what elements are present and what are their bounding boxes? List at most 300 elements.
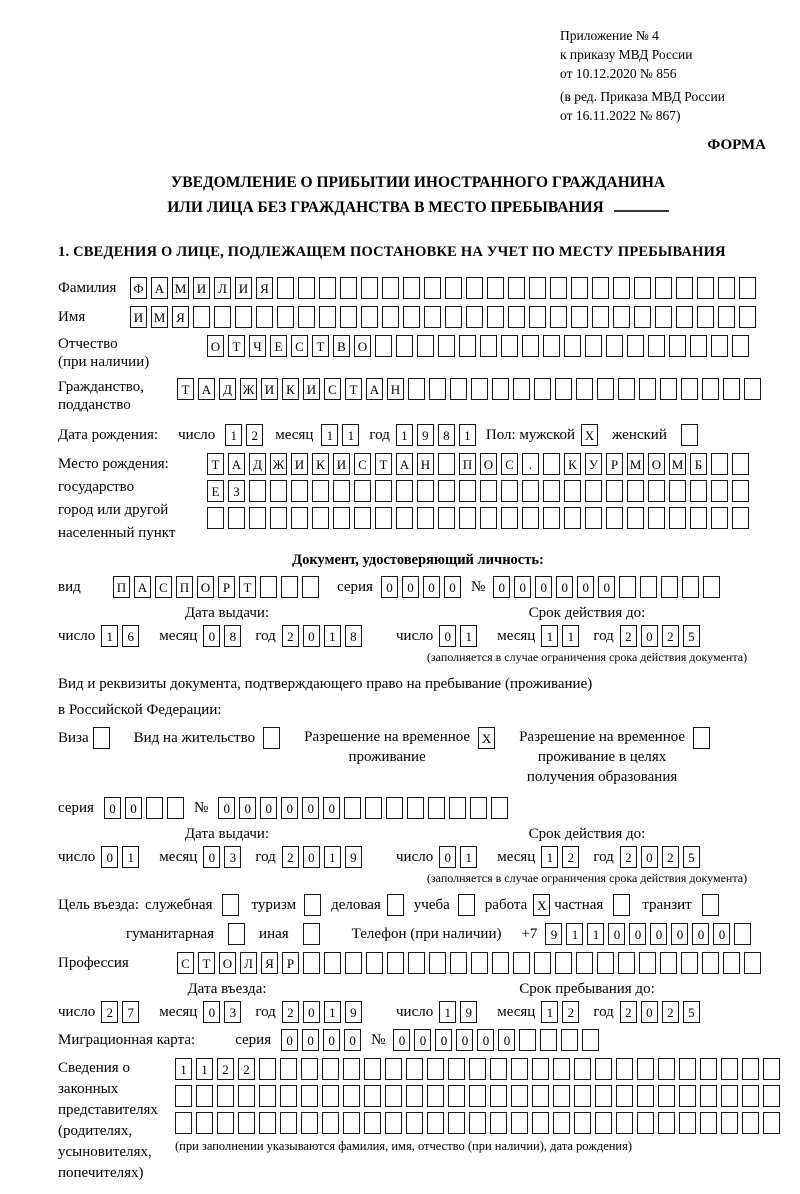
- char-cell[interactable]: 5: [683, 1001, 700, 1023]
- char-cell[interactable]: 0: [535, 576, 552, 598]
- char-cell[interactable]: [480, 480, 497, 502]
- char-cell[interactable]: А: [151, 277, 168, 299]
- char-cell[interactable]: [744, 952, 761, 974]
- char-cell[interactable]: [529, 277, 546, 299]
- char-cell[interactable]: [511, 1085, 528, 1107]
- char-cell[interactable]: [385, 1085, 402, 1107]
- char-cell[interactable]: 1: [541, 625, 558, 647]
- char-cell[interactable]: [175, 1085, 192, 1107]
- char-cell[interactable]: [298, 306, 315, 328]
- char-cell[interactable]: [640, 576, 657, 598]
- char-cell[interactable]: 0: [393, 1029, 410, 1051]
- char-cell[interactable]: 0: [514, 576, 531, 598]
- char-cell[interactable]: [235, 306, 252, 328]
- char-cell[interactable]: [333, 507, 350, 529]
- char-cell[interactable]: 2: [562, 1001, 579, 1023]
- char-cell[interactable]: О: [648, 453, 665, 475]
- char-cell[interactable]: [690, 507, 707, 529]
- char-cell[interactable]: Р: [218, 576, 235, 598]
- char-cell[interactable]: [553, 1085, 570, 1107]
- char-cell[interactable]: 0: [281, 1029, 298, 1051]
- char-cell[interactable]: [450, 952, 467, 974]
- char-cell[interactable]: 0: [414, 1029, 431, 1051]
- char-cell[interactable]: 0: [641, 1001, 658, 1023]
- char-cell[interactable]: К: [282, 378, 299, 400]
- char-cell[interactable]: [501, 507, 518, 529]
- char-cell[interactable]: [260, 576, 277, 598]
- char-cell[interactable]: [700, 1112, 717, 1134]
- char-cell[interactable]: 2: [217, 1058, 234, 1080]
- char-cell[interactable]: [343, 1112, 360, 1134]
- char-cell[interactable]: [513, 952, 530, 974]
- char-cell[interactable]: [403, 277, 420, 299]
- char-cell[interactable]: 5: [683, 625, 700, 647]
- char-cell[interactable]: [375, 507, 392, 529]
- char-cell[interactable]: [146, 797, 163, 819]
- char-cell[interactable]: [721, 1085, 738, 1107]
- char-cell[interactable]: М: [151, 306, 168, 328]
- char-cell[interactable]: [679, 1112, 696, 1134]
- char-cell[interactable]: 1: [324, 846, 341, 868]
- char-cell[interactable]: [291, 480, 308, 502]
- char-cell[interactable]: [301, 1085, 318, 1107]
- char-cell[interactable]: Д: [219, 378, 236, 400]
- char-cell[interactable]: [700, 1058, 717, 1080]
- char-cell[interactable]: [438, 453, 455, 475]
- char-cell[interactable]: Д: [249, 453, 266, 475]
- char-cell[interactable]: [480, 507, 497, 529]
- char-cell[interactable]: [449, 797, 466, 819]
- char-cell[interactable]: [459, 507, 476, 529]
- char-cell[interactable]: [259, 1058, 276, 1080]
- char-cell[interactable]: [406, 1112, 423, 1134]
- char-cell[interactable]: [298, 277, 315, 299]
- char-cell[interactable]: 2: [620, 846, 637, 868]
- char-cell[interactable]: [366, 952, 383, 974]
- char-cell[interactable]: [613, 277, 630, 299]
- char-cell[interactable]: [93, 727, 110, 749]
- char-cell[interactable]: [487, 277, 504, 299]
- char-cell[interactable]: [459, 480, 476, 502]
- char-cell[interactable]: З: [228, 480, 245, 502]
- char-cell[interactable]: Л: [214, 277, 231, 299]
- char-cell[interactable]: 0: [598, 576, 615, 598]
- char-cell[interactable]: [490, 1112, 507, 1134]
- char-cell[interactable]: 0: [302, 1029, 319, 1051]
- char-cell[interactable]: 7: [122, 1001, 139, 1023]
- char-cell[interactable]: [428, 797, 445, 819]
- char-cell[interactable]: А: [134, 576, 151, 598]
- char-cell[interactable]: [718, 277, 735, 299]
- char-cell[interactable]: [448, 1058, 465, 1080]
- char-cell[interactable]: [429, 952, 446, 974]
- char-cell[interactable]: [658, 1112, 675, 1134]
- char-cell[interactable]: 0: [556, 576, 573, 598]
- char-cell[interactable]: 6: [122, 625, 139, 647]
- char-cell[interactable]: В: [333, 335, 350, 357]
- char-cell[interactable]: И: [130, 306, 147, 328]
- char-cell[interactable]: [661, 576, 678, 598]
- char-cell[interactable]: [256, 306, 273, 328]
- char-cell[interactable]: 1: [196, 1058, 213, 1080]
- char-cell[interactable]: [679, 1058, 696, 1080]
- char-cell[interactable]: [637, 1058, 654, 1080]
- char-cell[interactable]: [417, 335, 434, 357]
- char-cell[interactable]: 0: [203, 625, 220, 647]
- char-cell[interactable]: М: [669, 453, 686, 475]
- char-cell[interactable]: [582, 1029, 599, 1051]
- char-cell[interactable]: [228, 923, 245, 945]
- char-cell[interactable]: [585, 480, 602, 502]
- char-cell[interactable]: [193, 306, 210, 328]
- char-cell[interactable]: [543, 335, 560, 357]
- char-cell[interactable]: 1: [122, 846, 139, 868]
- char-cell[interactable]: [445, 306, 462, 328]
- char-cell[interactable]: Т: [312, 335, 329, 357]
- char-cell[interactable]: [681, 378, 698, 400]
- char-cell[interactable]: [613, 306, 630, 328]
- char-cell[interactable]: 1: [324, 1001, 341, 1023]
- char-cell[interactable]: 0: [498, 1029, 515, 1051]
- char-cell[interactable]: [403, 306, 420, 328]
- char-cell[interactable]: [438, 335, 455, 357]
- char-cell[interactable]: [427, 1112, 444, 1134]
- char-cell[interactable]: [469, 1058, 486, 1080]
- char-cell[interactable]: [597, 952, 614, 974]
- char-cell[interactable]: [424, 277, 441, 299]
- char-cell[interactable]: 0: [260, 797, 277, 819]
- char-cell[interactable]: [511, 1112, 528, 1134]
- char-cell[interactable]: [386, 797, 403, 819]
- char-cell[interactable]: [693, 727, 710, 749]
- char-cell[interactable]: М: [627, 453, 644, 475]
- char-cell[interactable]: Т: [177, 378, 194, 400]
- char-cell[interactable]: [681, 424, 698, 446]
- char-cell[interactable]: 3: [224, 846, 241, 868]
- char-cell[interactable]: С: [324, 378, 341, 400]
- char-cell[interactable]: [217, 1112, 234, 1134]
- char-cell[interactable]: 1: [225, 424, 242, 446]
- char-cell[interactable]: 1: [396, 424, 413, 446]
- char-cell[interactable]: [385, 1058, 402, 1080]
- char-cell[interactable]: М: [172, 277, 189, 299]
- char-cell[interactable]: [655, 277, 672, 299]
- char-cell[interactable]: [312, 507, 329, 529]
- char-cell[interactable]: [490, 1085, 507, 1107]
- char-cell[interactable]: П: [459, 453, 476, 475]
- char-cell[interactable]: 0: [101, 846, 118, 868]
- char-cell[interactable]: [277, 277, 294, 299]
- char-cell[interactable]: 1: [541, 1001, 558, 1023]
- char-cell[interactable]: 0: [477, 1029, 494, 1051]
- char-cell[interactable]: [522, 335, 539, 357]
- char-cell[interactable]: [519, 1029, 536, 1051]
- char-cell[interactable]: [576, 378, 593, 400]
- char-cell[interactable]: [511, 1058, 528, 1080]
- char-cell[interactable]: [471, 952, 488, 974]
- char-cell[interactable]: [634, 277, 651, 299]
- char-cell[interactable]: А: [366, 378, 383, 400]
- char-cell[interactable]: [529, 306, 546, 328]
- char-cell[interactable]: [553, 1058, 570, 1080]
- char-cell[interactable]: [703, 576, 720, 598]
- char-cell[interactable]: С: [155, 576, 172, 598]
- char-cell[interactable]: П: [113, 576, 130, 598]
- char-cell[interactable]: [450, 378, 467, 400]
- char-cell[interactable]: 8: [345, 625, 362, 647]
- char-cell[interactable]: 1: [460, 625, 477, 647]
- char-cell[interactable]: 1: [439, 1001, 456, 1023]
- char-cell[interactable]: [732, 453, 749, 475]
- char-cell[interactable]: 0: [203, 846, 220, 868]
- char-cell[interactable]: И: [235, 277, 252, 299]
- char-cell[interactable]: И: [261, 378, 278, 400]
- char-cell[interactable]: Ч: [249, 335, 266, 357]
- char-cell[interactable]: [382, 306, 399, 328]
- char-cell[interactable]: [564, 480, 581, 502]
- char-cell[interactable]: [616, 1112, 633, 1134]
- char-cell[interactable]: И: [291, 453, 308, 475]
- char-cell[interactable]: [534, 952, 551, 974]
- char-cell[interactable]: [742, 1058, 759, 1080]
- char-cell[interactable]: [343, 1058, 360, 1080]
- char-cell[interactable]: [259, 1085, 276, 1107]
- char-cell[interactable]: О: [219, 952, 236, 974]
- char-cell[interactable]: [365, 797, 382, 819]
- char-cell[interactable]: 0: [439, 846, 456, 868]
- char-cell[interactable]: [618, 378, 635, 400]
- char-cell[interactable]: О: [207, 335, 224, 357]
- char-cell[interactable]: 0: [608, 923, 625, 945]
- char-cell[interactable]: Б: [690, 453, 707, 475]
- char-cell[interactable]: [711, 453, 728, 475]
- char-cell[interactable]: [214, 306, 231, 328]
- char-cell[interactable]: [682, 576, 699, 598]
- char-cell[interactable]: 0: [381, 576, 398, 598]
- char-cell[interactable]: 2: [282, 625, 299, 647]
- char-cell[interactable]: [491, 797, 508, 819]
- char-cell[interactable]: [711, 507, 728, 529]
- char-cell[interactable]: Р: [606, 453, 623, 475]
- char-cell[interactable]: [340, 306, 357, 328]
- char-cell[interactable]: [606, 335, 623, 357]
- char-cell[interactable]: [459, 335, 476, 357]
- char-cell[interactable]: [627, 507, 644, 529]
- char-cell[interactable]: Т: [198, 952, 215, 974]
- char-cell[interactable]: [375, 335, 392, 357]
- char-cell[interactable]: [734, 923, 751, 945]
- char-cell[interactable]: С: [291, 335, 308, 357]
- char-cell[interactable]: 9: [460, 1001, 477, 1023]
- char-cell[interactable]: [550, 306, 567, 328]
- char-cell[interactable]: [619, 576, 636, 598]
- char-cell[interactable]: [343, 1085, 360, 1107]
- char-cell[interactable]: 0: [493, 576, 510, 598]
- char-cell[interactable]: [322, 1058, 339, 1080]
- char-cell[interactable]: [270, 507, 287, 529]
- char-cell[interactable]: И: [303, 378, 320, 400]
- char-cell[interactable]: [532, 1085, 549, 1107]
- char-cell[interactable]: 0: [203, 1001, 220, 1023]
- char-cell[interactable]: [592, 306, 609, 328]
- char-cell[interactable]: П: [176, 576, 193, 598]
- char-cell[interactable]: Я: [172, 306, 189, 328]
- char-cell[interactable]: А: [198, 378, 215, 400]
- char-cell[interactable]: X: [478, 727, 495, 749]
- char-cell[interactable]: 8: [438, 424, 455, 446]
- char-cell[interactable]: [361, 277, 378, 299]
- char-cell[interactable]: [564, 335, 581, 357]
- char-cell[interactable]: [606, 507, 623, 529]
- char-cell[interactable]: [470, 797, 487, 819]
- char-cell[interactable]: [639, 952, 656, 974]
- char-cell[interactable]: [438, 480, 455, 502]
- char-cell[interactable]: 1: [541, 846, 558, 868]
- char-cell[interactable]: [407, 797, 424, 819]
- char-cell[interactable]: [543, 453, 560, 475]
- char-cell[interactable]: [301, 1112, 318, 1134]
- char-cell[interactable]: [592, 277, 609, 299]
- char-cell[interactable]: [487, 306, 504, 328]
- char-cell[interactable]: 0: [713, 923, 730, 945]
- char-cell[interactable]: [595, 1058, 612, 1080]
- char-cell[interactable]: [571, 277, 588, 299]
- char-cell[interactable]: [427, 1085, 444, 1107]
- char-cell[interactable]: [574, 1058, 591, 1080]
- char-cell[interactable]: 0: [444, 576, 461, 598]
- char-cell[interactable]: [501, 335, 518, 357]
- char-cell[interactable]: 0: [577, 576, 594, 598]
- char-cell[interactable]: [564, 507, 581, 529]
- char-cell[interactable]: [540, 1029, 557, 1051]
- char-cell[interactable]: [417, 507, 434, 529]
- char-cell[interactable]: [445, 277, 462, 299]
- char-cell[interactable]: 0: [125, 797, 142, 819]
- char-cell[interactable]: [739, 277, 756, 299]
- char-cell[interactable]: Е: [207, 480, 224, 502]
- char-cell[interactable]: [312, 480, 329, 502]
- char-cell[interactable]: 8: [224, 625, 241, 647]
- char-cell[interactable]: [763, 1058, 780, 1080]
- char-cell[interactable]: [711, 480, 728, 502]
- char-cell[interactable]: [690, 335, 707, 357]
- char-cell[interactable]: [396, 335, 413, 357]
- char-cell[interactable]: [322, 1112, 339, 1134]
- char-cell[interactable]: К: [312, 453, 329, 475]
- char-cell[interactable]: 1: [101, 625, 118, 647]
- char-cell[interactable]: [648, 335, 665, 357]
- char-cell[interactable]: 0: [344, 1029, 361, 1051]
- char-cell[interactable]: 1: [175, 1058, 192, 1080]
- char-cell[interactable]: О: [354, 335, 371, 357]
- char-cell[interactable]: [466, 277, 483, 299]
- char-cell[interactable]: И: [193, 277, 210, 299]
- char-cell[interactable]: [217, 1085, 234, 1107]
- char-cell[interactable]: 2: [662, 846, 679, 868]
- char-cell[interactable]: 2: [282, 1001, 299, 1023]
- char-cell[interactable]: [490, 1058, 507, 1080]
- char-cell[interactable]: [382, 277, 399, 299]
- char-cell[interactable]: [550, 277, 567, 299]
- char-cell[interactable]: [508, 306, 525, 328]
- char-cell[interactable]: [532, 1112, 549, 1134]
- char-cell[interactable]: 0: [218, 797, 235, 819]
- char-cell[interactable]: [427, 1058, 444, 1080]
- char-cell[interactable]: [406, 1085, 423, 1107]
- char-cell[interactable]: 0: [402, 576, 419, 598]
- char-cell[interactable]: 0: [239, 797, 256, 819]
- char-cell[interactable]: 9: [345, 1001, 362, 1023]
- char-cell[interactable]: [263, 727, 280, 749]
- char-cell[interactable]: [606, 480, 623, 502]
- char-cell[interactable]: [324, 952, 341, 974]
- char-cell[interactable]: 0: [104, 797, 121, 819]
- char-cell[interactable]: [469, 1112, 486, 1134]
- char-cell[interactable]: Е: [270, 335, 287, 357]
- char-cell[interactable]: [613, 894, 630, 916]
- char-cell[interactable]: [396, 507, 413, 529]
- char-cell[interactable]: [723, 378, 740, 400]
- char-cell[interactable]: 2: [562, 846, 579, 868]
- char-cell[interactable]: [238, 1112, 255, 1134]
- char-cell[interactable]: 0: [456, 1029, 473, 1051]
- char-cell[interactable]: 0: [423, 576, 440, 598]
- char-cell[interactable]: 0: [435, 1029, 452, 1051]
- char-cell[interactable]: 0: [641, 846, 658, 868]
- char-cell[interactable]: [270, 480, 287, 502]
- char-cell[interactable]: Ж: [270, 453, 287, 475]
- char-cell[interactable]: [303, 952, 320, 974]
- char-cell[interactable]: [522, 480, 539, 502]
- char-cell[interactable]: [744, 378, 761, 400]
- char-cell[interactable]: [259, 1112, 276, 1134]
- char-cell[interactable]: [429, 378, 446, 400]
- char-cell[interactable]: [501, 480, 518, 502]
- char-cell[interactable]: [361, 306, 378, 328]
- char-cell[interactable]: [319, 306, 336, 328]
- char-cell[interactable]: [763, 1112, 780, 1134]
- char-cell[interactable]: Я: [256, 277, 273, 299]
- char-cell[interactable]: [718, 306, 735, 328]
- char-cell[interactable]: [303, 923, 320, 945]
- char-cell[interactable]: 0: [439, 625, 456, 647]
- char-cell[interactable]: [742, 1085, 759, 1107]
- char-cell[interactable]: [555, 378, 572, 400]
- char-cell[interactable]: 0: [650, 923, 667, 945]
- char-cell[interactable]: [648, 507, 665, 529]
- char-cell[interactable]: [679, 1085, 696, 1107]
- char-cell[interactable]: [711, 335, 728, 357]
- char-cell[interactable]: [543, 480, 560, 502]
- char-cell[interactable]: 0: [671, 923, 688, 945]
- char-cell[interactable]: 5: [683, 846, 700, 868]
- char-cell[interactable]: [732, 335, 749, 357]
- char-cell[interactable]: [375, 480, 392, 502]
- char-cell[interactable]: [690, 480, 707, 502]
- char-cell[interactable]: 0: [629, 923, 646, 945]
- char-cell[interactable]: [739, 306, 756, 328]
- char-cell[interactable]: [555, 952, 572, 974]
- char-cell[interactable]: [471, 378, 488, 400]
- char-cell[interactable]: [658, 1085, 675, 1107]
- char-cell[interactable]: [354, 507, 371, 529]
- char-cell[interactable]: [291, 507, 308, 529]
- char-cell[interactable]: Р: [282, 952, 299, 974]
- char-cell[interactable]: [301, 1058, 318, 1080]
- char-cell[interactable]: Т: [207, 453, 224, 475]
- char-cell[interactable]: 1: [324, 625, 341, 647]
- char-cell[interactable]: [627, 335, 644, 357]
